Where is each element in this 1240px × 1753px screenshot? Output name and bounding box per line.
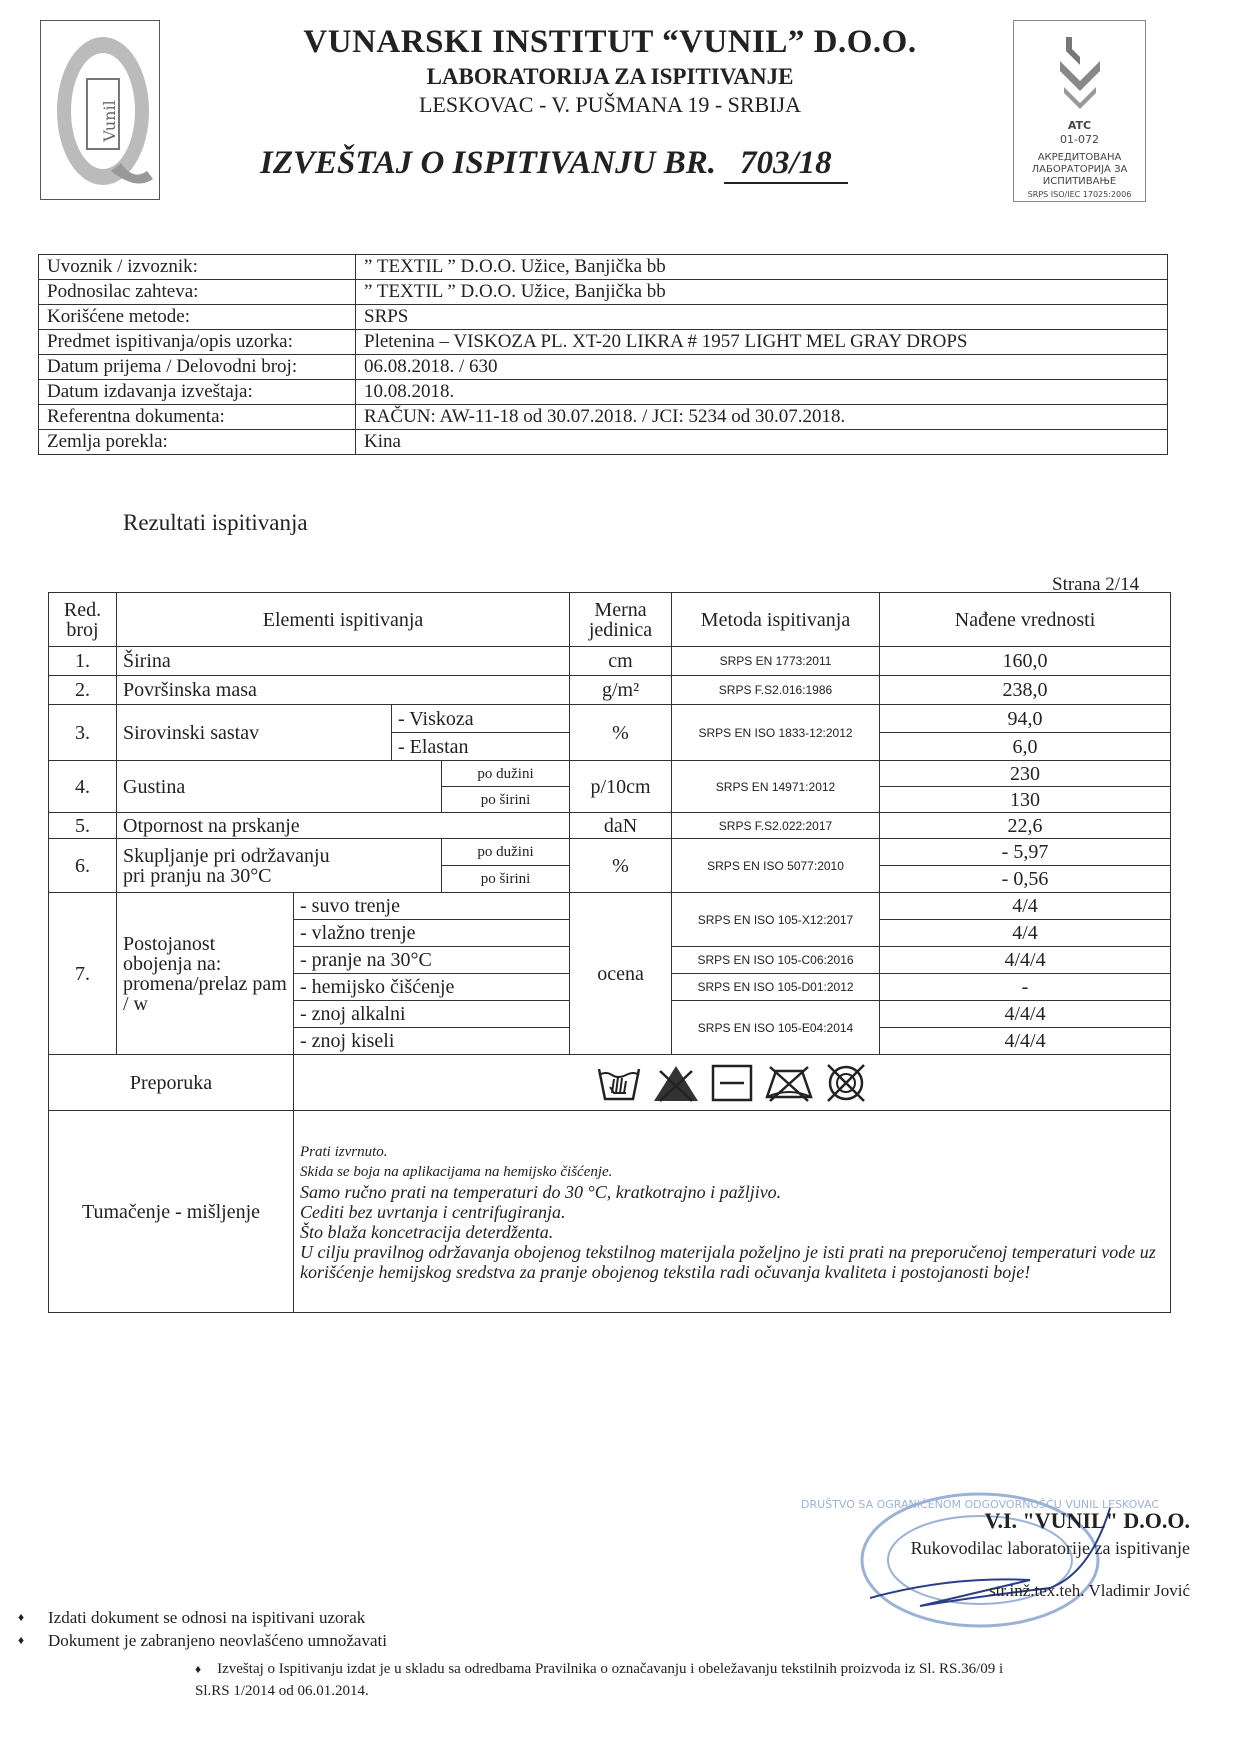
- row-no: 5.: [49, 813, 117, 839]
- info-value: Pletenina – VISKOZA PL. XT-20 LIKRA # 1957 LIGHT MEL GRAY DROPS: [356, 330, 1168, 355]
- info-row: [39, 430, 1168, 455]
- row-method: SRPS EN ISO 1833-12:2012: [672, 705, 880, 761]
- hand-wash-icon: [596, 1063, 642, 1103]
- row-method: SRPS EN ISO 105-X12:2017: [672, 893, 880, 947]
- info-label: Predmet ispitivanja/opis uzorka:: [39, 330, 356, 355]
- interpretation-line: Skida se boja na aplikacijama na hemijsko čišćenje.: [300, 1163, 613, 1180]
- atc-code: 01-072: [1060, 133, 1099, 146]
- row-sub: - vlažno trenje: [294, 920, 570, 947]
- row-value: 6,0: [880, 733, 1171, 761]
- row-sub: po dužini: [442, 761, 570, 787]
- note-item: [18, 1606, 387, 1629]
- stamp-text: DRUŠTVO SA OGRANIČENOM ODGOVORNOŠĆU VUNIL LESKOVAC: [801, 1498, 1159, 1511]
- report-label: IZVEŠTAJ O ISPITIVANJU BR.: [260, 145, 717, 181]
- laboratory-name: LABORATORIJA ZA ISPITIVANJE: [426, 64, 794, 89]
- info-value: 06.08.2018. / 630: [356, 355, 1168, 380]
- atc-text: АКРЕДИТОВАНА ЛАБОРАТОРИЈА ЗА ИСПИТИВАЊЕ: [1031, 152, 1128, 187]
- header-values: Nađene vrednosti: [880, 593, 1171, 647]
- page-number: Strana 2/14: [1052, 574, 1140, 595]
- info-value: Kina: [356, 430, 1168, 455]
- row-unit: g/m²: [570, 676, 672, 705]
- table-row: [49, 705, 1171, 733]
- row-value: 238,0: [880, 676, 1171, 705]
- info-table: [38, 254, 1168, 455]
- table-row: [49, 813, 1171, 839]
- results-header-row: [49, 593, 1171, 647]
- info-row: [39, 355, 1168, 380]
- atc-label: ATC: [1067, 119, 1092, 132]
- info-label: Zemlja porekla:: [39, 430, 356, 455]
- row-method: SRPS F.S2.016:1986: [672, 676, 880, 705]
- row-value: 4/4: [880, 893, 1171, 920]
- signature-name: str.inž.tex.teh. Vladimir Jović: [989, 1581, 1190, 1600]
- table-row: [49, 676, 1171, 705]
- bullet-icon: ♦: [18, 1610, 25, 1624]
- row-value: 4/4/4: [880, 1028, 1171, 1055]
- row-unit: cm: [570, 647, 672, 676]
- row-no: 2.: [49, 676, 117, 705]
- table-row: [49, 761, 1171, 787]
- row-name: Postojanost obojenja na: promena/prelaz pam / w: [117, 893, 294, 1055]
- table-row: [49, 647, 1171, 676]
- atc-standard: SRPS ISO/IEC 17025:2006: [1027, 190, 1132, 199]
- row-method: SRPS EN 1773:2011: [672, 647, 880, 676]
- results-title: Rezultati ispitivanja: [123, 510, 308, 535]
- row-method: SRPS EN ISO 5077:2010: [672, 839, 880, 893]
- row-value: 22,6: [880, 813, 1171, 839]
- row-unit: %: [570, 705, 672, 761]
- row-name: Širina: [117, 647, 570, 676]
- row-name: Otpornost na prskanje: [117, 813, 570, 839]
- footer-notes: [18, 1606, 387, 1652]
- row-value: -: [880, 974, 1171, 1001]
- row-sub: - znoj kiseli: [294, 1028, 570, 1055]
- row-method: SRPS EN ISO 105-C06:2016: [672, 947, 880, 974]
- row-sub: po širini: [442, 866, 570, 893]
- atc-chevron-icon: [1058, 35, 1102, 109]
- row-method: SRPS EN ISO 105-D01:2012: [672, 974, 880, 1001]
- bullet-icon: ♦: [195, 1662, 202, 1676]
- note-text: Izdati dokument se odnosi na ispitivani uzorak: [48, 1608, 366, 1627]
- info-row: [39, 330, 1168, 355]
- header-method: Metoda ispitivanja: [672, 593, 880, 647]
- info-label: Datum prijema / Delovodni broj:: [39, 355, 356, 380]
- interpretation-line: Samo ručno prati na temperaturi do 30 °C, kratkotrajno i pažljivo.: [300, 1181, 782, 1202]
- vunil-logo: [40, 20, 160, 200]
- info-label: Referentna dokumenta:: [39, 405, 356, 430]
- table-row: [49, 839, 1171, 866]
- row-sub: - Viskoza: [392, 705, 570, 733]
- no-dry-clean-icon: [764, 1063, 814, 1103]
- row-value: 230: [880, 761, 1171, 787]
- row-unit: ocena: [570, 893, 672, 1055]
- row-name: [117, 839, 442, 893]
- note-item: [18, 1629, 387, 1652]
- results-table: [48, 592, 1171, 1313]
- row-value: 4/4/4: [880, 1001, 1171, 1028]
- bullet-icon: ♦: [18, 1633, 25, 1647]
- signature-company: V.I. "VUNIL" D.O.O.: [984, 1508, 1190, 1533]
- recommendation-row: [49, 1055, 1171, 1111]
- row-sub: - znoj alkalni: [294, 1001, 570, 1028]
- row-unit: %: [570, 839, 672, 893]
- note-text: Dokument je zabranjeno neovlašćeno umnožavati: [48, 1631, 387, 1650]
- address: LESKOVAC - V. PUŠMANA 19 - SRBIJA: [418, 92, 802, 117]
- row-no: 6.: [49, 839, 117, 893]
- info-row: [39, 280, 1168, 305]
- row-value: - 0,56: [880, 866, 1171, 893]
- row-unit: p/10cm: [570, 761, 672, 813]
- row-value: 4/4: [880, 920, 1171, 947]
- info-row: [39, 255, 1168, 280]
- info-value: 10.08.2018.: [356, 380, 1168, 405]
- header-unit: Merna jedinica: [570, 593, 672, 647]
- interpretation-label: Tumačenje - mišljenje: [49, 1111, 294, 1313]
- row-value: 4/4/4: [880, 947, 1171, 974]
- row-name-line2: pri pranju na 30°C: [123, 864, 272, 887]
- row-sub: - pranje na 30°C: [294, 947, 570, 974]
- interpretation-line: Cediti bez uvrtanja i centrifugiranja.: [300, 1201, 566, 1222]
- row-value: - 5,97: [880, 839, 1171, 866]
- care-symbols: [294, 1055, 1171, 1111]
- row-name-line1: Skupljanje pri održavanju: [123, 844, 330, 867]
- row-no: 3.: [49, 705, 117, 761]
- row-sub: - hemijsko čišćenje: [294, 974, 570, 1001]
- info-value: ” TEXTIL ” D.O.O. Užice, Banjička bb: [356, 255, 1168, 280]
- info-label: Datum izdavanja izveštaja:: [39, 380, 356, 405]
- info-value: ” TEXTIL ” D.O.O. Užice, Banjička bb: [356, 280, 1168, 305]
- info-label: Uvoznik / izvoznik:: [39, 255, 356, 280]
- info-row: [39, 405, 1168, 430]
- info-value: RAČUN: AW-11-18 od 30.07.2018. / JCI: 5234 od 30.07.2018.: [356, 405, 1168, 430]
- institute-name: VUNARSKI INSTITUT “VUNIL” D.O.O.: [303, 24, 917, 60]
- row-name: Sirovinski sastav: [117, 705, 392, 761]
- row-method: SRPS EN ISO 105-E04:2014: [672, 1001, 880, 1055]
- report-number: 703/18: [724, 145, 848, 184]
- interpretation-line: U cilju pravilnog održavanja obojenog tekstilnog materijala poželjno je isti prati na preporučenoj temperaturi vode uz korišćenje hemijskog sredstva za pranje obojenog tekstila radi očuvanja kvaliteta i postojanosti boje!: [300, 1241, 1156, 1282]
- row-sub: po širini: [442, 787, 570, 813]
- logo-text: Vunil: [100, 100, 119, 142]
- info-label: Korišćene metode:: [39, 305, 356, 330]
- row-no: 7.: [49, 893, 117, 1055]
- info-row: [39, 305, 1168, 330]
- report-title: [260, 145, 848, 184]
- signature-role: Rukovodilac laboratorije za ispitivanje: [910, 1538, 1190, 1558]
- interpretation-row: [49, 1111, 1171, 1313]
- table-row: [49, 893, 1171, 920]
- row-no: 4.: [49, 761, 117, 813]
- header-no: Red. broj: [49, 593, 117, 647]
- note-item: [195, 1658, 1025, 1702]
- row-sub: po dužini: [442, 839, 570, 866]
- row-value: 160,0: [880, 647, 1171, 676]
- row-name: Gustina: [117, 761, 442, 813]
- row-no: 1.: [49, 647, 117, 676]
- no-tumble-dry-icon: [824, 1061, 868, 1105]
- row-name: Površinska masa: [117, 676, 570, 705]
- interpretation-line: Prati izvrnuto.: [300, 1143, 388, 1160]
- row-method: SRPS F.S2.022:2017: [672, 813, 880, 839]
- row-unit: daN: [570, 813, 672, 839]
- iron-low-icon: [710, 1063, 754, 1103]
- row-method: SRPS EN 14971:2012: [672, 761, 880, 813]
- interpretation-text: [294, 1111, 1171, 1313]
- row-sub: - suvo trenje: [294, 893, 570, 920]
- row-sub: - Elastan: [392, 733, 570, 761]
- signature-block: [880, 1508, 1190, 1601]
- accreditation-badge: [1013, 20, 1146, 202]
- row-value: 94,0: [880, 705, 1171, 733]
- header-elements: Elementi ispitivanja: [117, 593, 570, 647]
- interpretation-line: Što blaža koncetracija deterdženta.: [300, 1221, 554, 1242]
- note-text: Izveštaj o Ispitivanju izdat je u skladu sa odredbama Pravilnika o označavanju i obeležavanju tekstilnih proizvoda iz Sl. RS.36/09 i Sl.RS 1/2014 od 06.01.2014.: [195, 1661, 1004, 1699]
- info-value: SRPS: [356, 305, 1168, 330]
- recommendation-label: Preporuka: [49, 1055, 294, 1111]
- no-bleach-icon: [652, 1063, 700, 1103]
- row-value: 130: [880, 787, 1171, 813]
- info-row: [39, 380, 1168, 405]
- info-label: Podnosilac zahteva:: [39, 280, 356, 305]
- vunil-q-logo-icon: [41, 21, 159, 199]
